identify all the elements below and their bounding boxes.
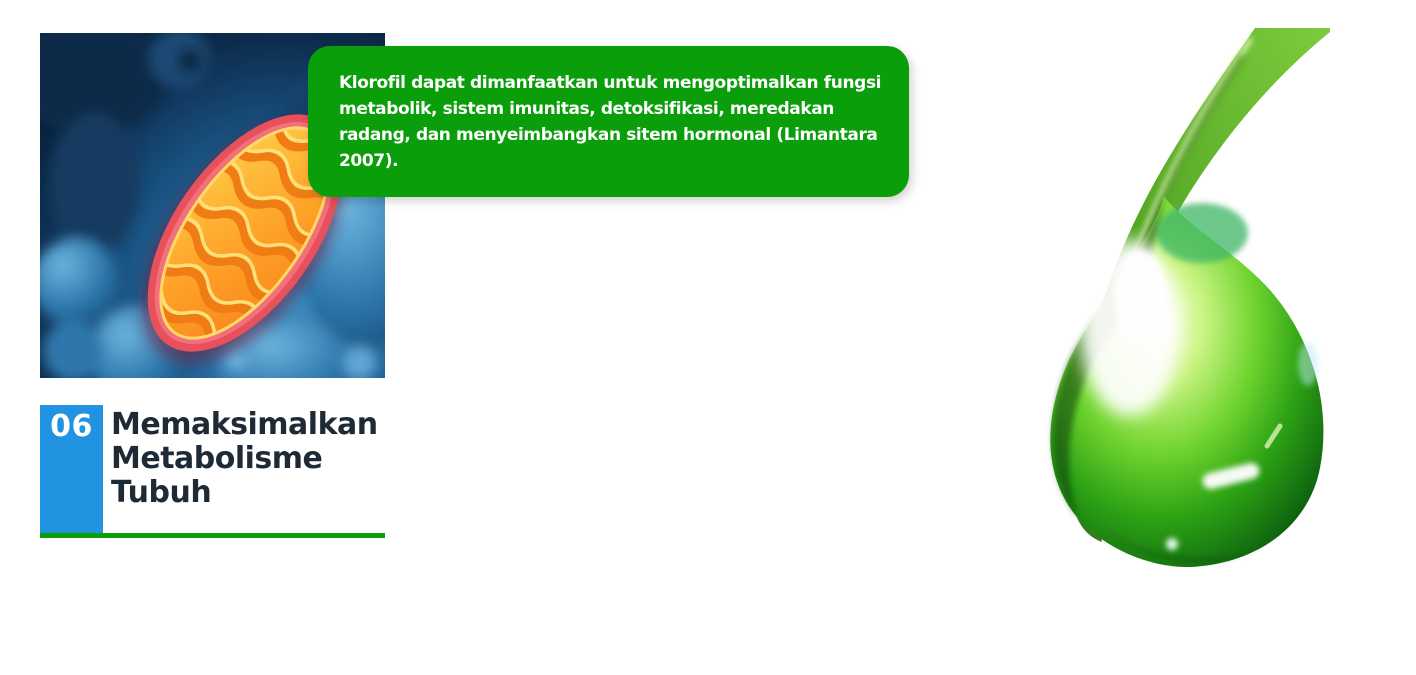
section-number: 06 — [50, 409, 93, 444]
slide-title-line: Tubuh — [111, 475, 212, 510]
chlorophyll-drop-illustration — [1012, 28, 1352, 573]
chlorophyll-drop-image — [1012, 28, 1352, 573]
callout-text-line: metabolik, sistem imunitas, detoksifikasi, meredakan — [339, 99, 835, 119]
slide-title-line: Memaksimalkan — [111, 407, 378, 442]
callout-text-line: Klorofil dapat dimanfaatkan untuk mengoptimalkan fungsi — [339, 73, 882, 93]
section-number-badge — [40, 405, 103, 533]
slide-title — [111, 408, 378, 510]
callout-bubble — [308, 46, 909, 197]
callout-text-line: 2007). — [339, 151, 399, 171]
title-underline — [40, 533, 385, 538]
callout-text-line: radang, dan menyeimbangkan sitem hormonal (Limantara — [339, 125, 878, 145]
slide-title-line: Metabolisme — [111, 441, 323, 476]
